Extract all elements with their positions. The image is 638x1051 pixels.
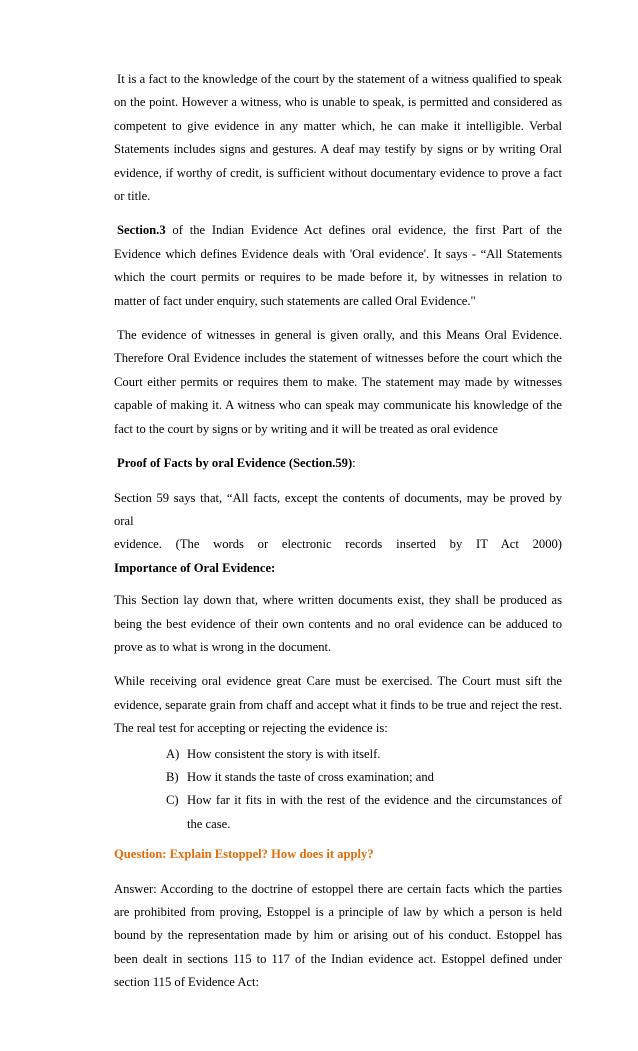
list-marker: B) xyxy=(166,769,179,784)
question-heading: Question: Explain Estoppel? How does it apply? xyxy=(114,847,374,862)
paragraph-estoppel-answer: Answer: According to the doctrine of estoppel there are certain facts which the parties are prohibited from proving, Estoppel is a principle of law by which a person is held bound by the representation made by him or arising out of his conduct. Estoppel has been dealt in sections 115 to 117 of the Indian evidence act. Estoppel defined under section 115 of Evidence Act: xyxy=(114,881,562,990)
list-item xyxy=(114,743,562,766)
paragraph-best-evidence: This Section lay down that, where written documents exist, they shall be produced as being the best evidence of their own contents and no oral evidence can be adduced to prove as to what is wrong in the document. xyxy=(114,593,562,654)
proof-of-facts-heading: Proof of Facts by oral Evidence (Section.59) xyxy=(117,456,353,471)
document-page xyxy=(114,68,562,1006)
list-item xyxy=(114,789,562,836)
paragraph-section-3 xyxy=(114,219,562,313)
importance-heading xyxy=(114,557,562,580)
paragraph-witness-evidence: The evidence of witnesses in general is given orally, and this Means Oral Evidence. Therefore Oral Evidence includes the statement of witnesses before the court which the Court either permits or requires them to make. The statement may made by witnesses capable of making it. A witness who can speak may communicate his knowledge of the fact to the court by signs or by writing and it will be treated as oral evidence xyxy=(114,328,562,436)
paragraph-proof-of-facts xyxy=(114,452,562,475)
paragraph-section-59 xyxy=(114,487,562,581)
section-59-line-1: Section 59 says that, “All facts, except the contents of documents, may be proved by oral xyxy=(114,490,562,528)
list-item-text: How it stands the taste of cross examination; and xyxy=(187,769,434,784)
list-item xyxy=(114,766,562,789)
section-59-line-2: evidence. (The words or electronic records inserted by IT Act 2000) xyxy=(114,537,562,552)
list-marker: A) xyxy=(166,746,180,761)
paragraph-receiving-evidence: While receiving oral evidence great Care must be exercised. The Court must sift the evidence, separate grain from chaff and accept what it finds to be true and reject the rest. The real test for accepting or rejecting the evidence is: xyxy=(114,674,562,736)
importance-heading-text: Importance of Oral Evidence: xyxy=(114,560,276,575)
section-3-heading: Section.3 xyxy=(117,223,166,238)
paragraph-oral-evidence-intro: It is a fact to the knowledge of the court by the statement of a witness qualified to speak on the point. However a witness, who is unable to speak, is permitted and considered as competent to give evidence in any matter which, he can make it intelligible. Verbal Statements includes signs and gestures. A deaf may testify by signs or by writing Oral evidence, if worthy of credit, is sufficient without documentary evidence to prove a fact or title. xyxy=(114,72,562,204)
proof-of-facts-colon: : xyxy=(352,456,356,471)
evidence-test-list xyxy=(114,743,562,837)
section-3-text: of the Indian Evidence Act defines oral evidence, the first Part of the Evidence which defines Evidence deals with 'Oral evidence'. It says - “All Statements which the court permits or requires to be made before it, by witnesses in relation to matter of fact under enquiry, such statements are called Oral Evidence." xyxy=(114,223,562,308)
list-marker: C) xyxy=(166,793,179,808)
list-item-text: How consistent the story is with itself. xyxy=(187,746,381,761)
list-item-text: How far it fits in with the rest of the evidence and the circumstances of the case. xyxy=(187,793,562,831)
